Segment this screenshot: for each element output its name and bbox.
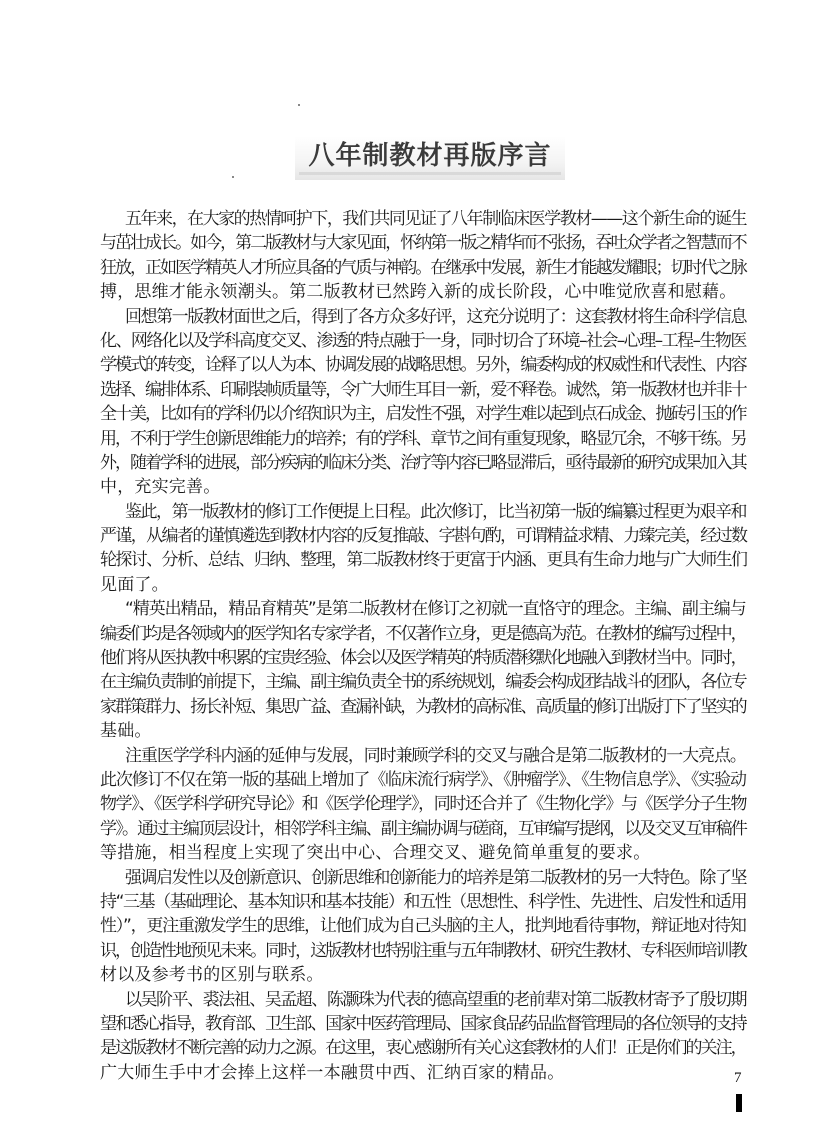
page-number: 7	[734, 1070, 742, 1086]
paragraph	[100, 500, 760, 598]
paragraph	[100, 305, 760, 500]
text-line: 用，不利于学生创新思维能力的培养；有的学科、章节之间有重复现象，略显冗余，不够干练。另	[100, 428, 746, 449]
text-line: 广大师生手中才会捧上这样一本融贯中西、汇纳百家的精品。	[100, 1062, 565, 1083]
text-line: 等措施，相当程度上实现了突出中心、合理交叉、避免简单重复的要求。	[100, 843, 651, 864]
paragraph	[100, 597, 760, 743]
text-line: 识，创造性地预见未来。同时，这版教材也特别注重与五年制教材、研究生教材、专科医师培训教	[100, 940, 746, 961]
text-line: 鉴此，第一版教材的修订工作便提上日程。此次修订，比当初第一版的编纂过程更为艰辛和	[125, 501, 746, 522]
text-line: 严谨，从编者的谨慎遴选到教材内容的反复推敲、字斟句酌，可谓精益求精、力臻完美，经过数	[100, 526, 747, 547]
text-line: 编委们均是各领域内的医学知名专家学者，不仅著作立身，更是德高为范。在教材的编写过程中，	[100, 623, 746, 644]
text-line: 家群策群力、扬长补短、集思广益、查漏补缺，为教材的高标准、高质量的修订出版打下了坚实的	[100, 696, 746, 717]
title-banner	[295, 136, 565, 180]
text-line: 外，随着学科的进展，部分疾病的临床分类、治疗等内容已略显滞后，亟待最新的研究成果加入其	[100, 452, 746, 473]
title-underline	[299, 172, 561, 175]
text-line: 选择、编排体系、印刷装帧质量等，令广大师生耳目一新，爱不释卷。诚然，第一版教材也并非十	[100, 379, 746, 400]
paragraph	[100, 988, 760, 1086]
text-line: 此次修订不仅在第一版的基础上增加了《临床流行病学》、《肿瘤学》、《生物信息学》、《实验动	[100, 769, 746, 790]
text-line: 学模式的转变，诠释了以人为本、协调发展的战略思想。另外，编委构成的权威性和代表性、内容	[100, 355, 746, 376]
text-line: 望和悉心指导，教育部、卫生部、国家中医药管理局、国家食品药品监督管理局的各位领导的支持	[100, 1013, 746, 1034]
text-line: 学》。通过主编顶层设计，相邻学科主编、副主编协调与磋商，互审编写提纲，以及交叉互审稿件	[100, 818, 747, 839]
scan-speck	[298, 104, 300, 106]
text-line: 搏，思维才能永领潮头。第二版教材已然跨入新的成长阶段，心中唯觉欣喜和慰藉。	[100, 282, 737, 303]
text-line: 回想第一版教材面世之后，得到了各方众多好评，这充分说明了：这套教材将生命科学信息	[125, 306, 746, 327]
text-line: 强调启发性以及创新意识、创新思维和创新能力的培养是第二版教材的另一大特色。除了坚	[125, 867, 746, 888]
text-line: 轮探讨、分析、总结、归纳、整理，第二版教材终于更富于内涵、更具有生命力地与广大师生们	[100, 550, 747, 571]
text-line: 物学》、《医学科学研究导论》和《医学伦理学》，同时还合并了《生物化学》与《医学分子生物	[100, 794, 747, 815]
text-line: 以吴阶平、裘法祖、吴孟超、陈灏珠为代表的德高望重的老前辈对第二版教材寄予了殷切期	[125, 989, 746, 1010]
text-line: 材以及参考书的区别与联系。	[100, 965, 324, 986]
text-line: 在主编负责制的前提下，主编、副主编负责全书的系统规划，编委会构成团结战斗的团队，各位专	[100, 672, 746, 693]
page-title: 八年制教材再版序言	[308, 141, 552, 171]
text-line: 他们将从医执教中积累的宝贵经验、体会以及医学精英的特质潜移默化地融入到教材当中。同时，	[100, 648, 746, 669]
text-line: 与茁壮成长。如今，第二版教材与大家见面，怀纳第一版之精华而不张扬，吞吐众学者之智慧而不	[100, 233, 746, 254]
text-line: 性）”，更注重激发学生的思维，让他们成为自己头脑的主人，批判地看待事物，辩证地对待知	[100, 916, 746, 937]
text-line: 五年来，在大家的热情呵护下，我们共同见证了八年制临床医学教材——这个新生命的诞生	[125, 209, 746, 229]
text-line: 基础。	[100, 721, 152, 742]
text-line: 全十美，比如有的学科仍以介绍知识为主，启发性不强，对学生难以起到点石成金、抛砖引玉的作	[100, 404, 746, 425]
text-line: 化、网络化以及学科高度交叉、渗透的特点融于一身，同时切合了环境–社会–心理–工程–生物医	[100, 330, 746, 351]
scan-speck	[232, 176, 234, 178]
paragraph	[100, 866, 760, 988]
paragraph	[100, 744, 760, 866]
text-line: “精英出精品，精品育精英”是第二版教材在修订之初就一直恪守的理念。主编、副主编与	[125, 599, 746, 620]
text-line: 中，充实完善。	[100, 477, 221, 498]
text-line: 注重医学学科内涵的延伸与发展，同时兼顾学科的交叉与融合是第二版教材的一大亮点。	[125, 745, 746, 766]
text-line: 见面了。	[100, 574, 169, 595]
text-line: 持“三基（基础理论、基本知识和基本技能）和五性（思想性、科学性、先进性、启发性和适用	[100, 891, 747, 912]
text-line: 是这版教材不断完善的动力之源。在这里，衷心感谢所有关心这套教材的人们！正是你们的关注，	[100, 1038, 746, 1059]
paragraph	[100, 207, 760, 305]
page-marker-bar	[736, 1094, 742, 1112]
preface-body	[100, 207, 760, 1085]
text-line: 狂放，正如医学精英人才所应具备的气质与神韵。在继承中发展，新生才能越发耀眼；切时代之脉	[100, 257, 746, 278]
